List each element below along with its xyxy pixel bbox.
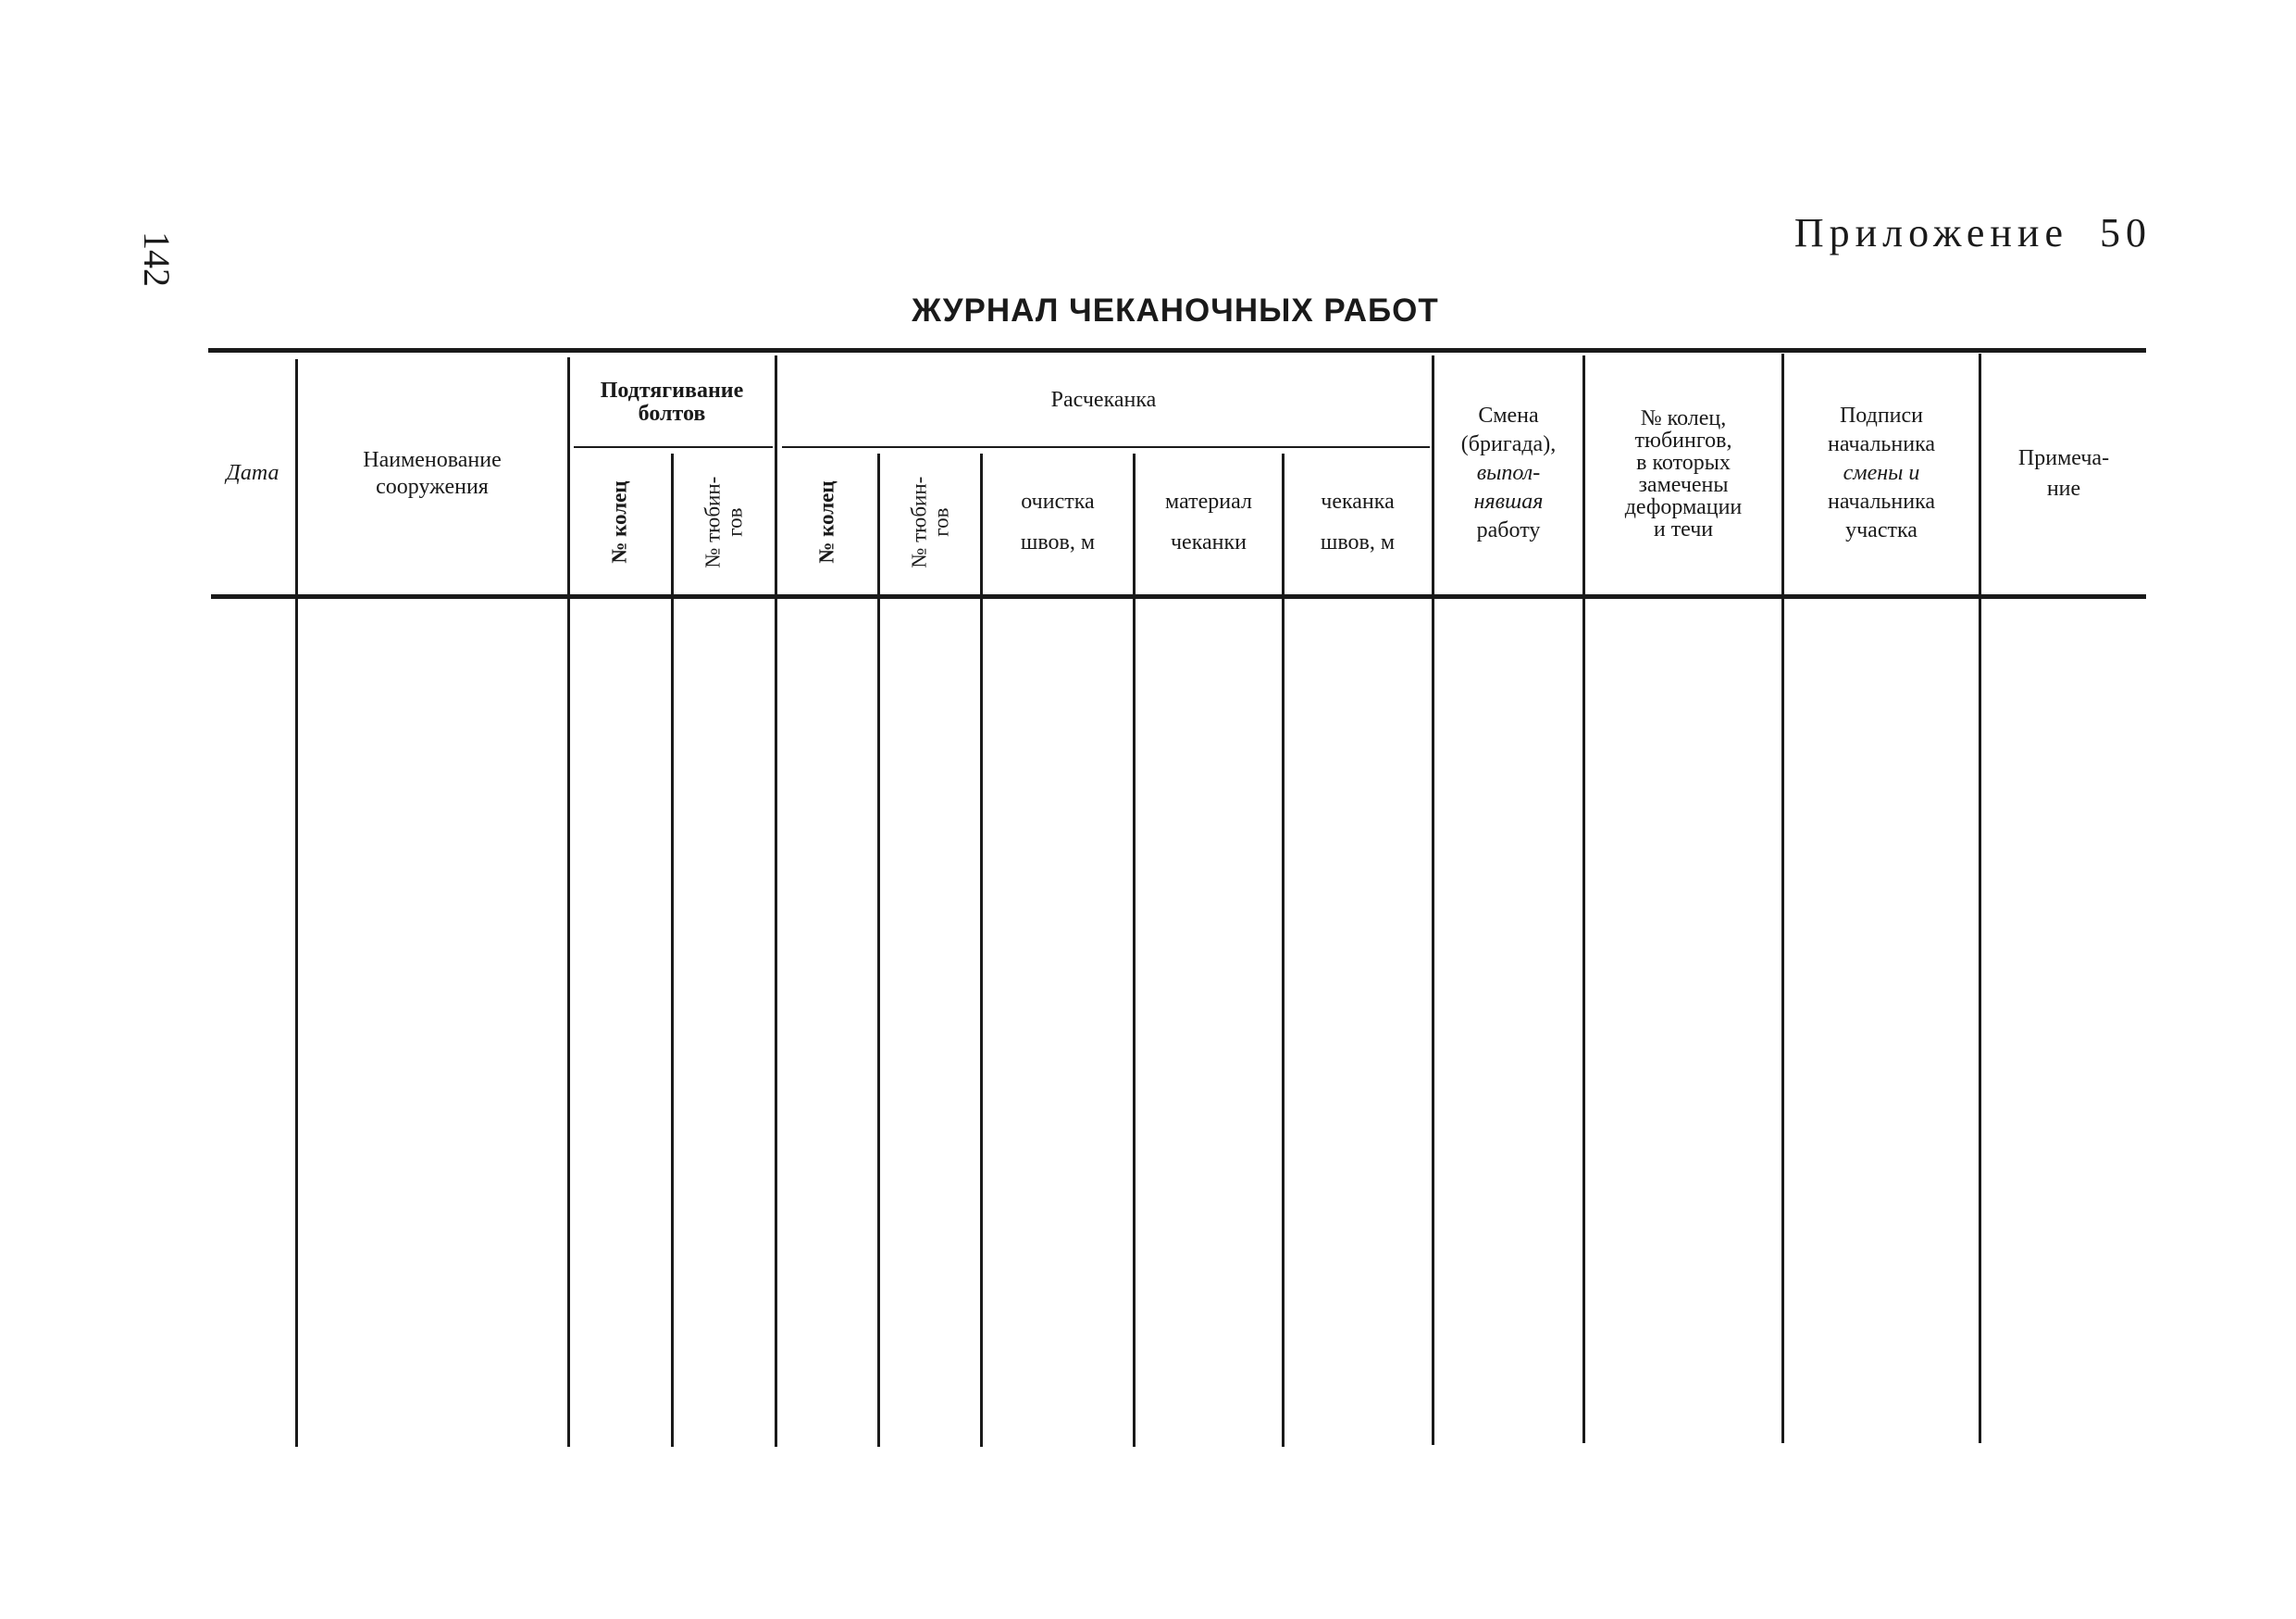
header-seam-cleaning: очистка швов, м [1020,489,1096,554]
header-shift: Смена (бригада), выпол- нявшая работу [1460,403,1557,543]
page-number: 142 [136,231,179,287]
bolt-group-divider [574,446,773,448]
header-signatures: Подписи начальника смены и начальника участка [1827,403,1936,543]
header-seam-caulking: чеканка швов, м [1320,489,1396,554]
header-recaulk-ring-no: № колец [814,480,838,564]
document-title: ЖУРНАЛ ЧЕКАНОЧНЫХ РАБОТ [912,293,1439,329]
table-body [211,599,2146,1447]
header-note: Примеча- ние [2017,446,2110,501]
appendix-number: 50 [2100,210,2152,255]
header-rings-deformations: № колец, тюбингов, в которых замечены деформации и течи [1624,405,1743,542]
recaulk-group-divider [782,446,1430,448]
header-structure-name: Наименование сооружения [363,447,502,499]
header-bolt-ring-no: № колец [607,480,631,564]
header-recaulking: Расчеканка [1050,387,1157,412]
header-bolt-tubing-no: № тюбин- гов [700,476,746,568]
header-bolt-tightening: Подтягивание болтов [600,378,744,426]
header-date: Дата [226,461,279,486]
header-recaulk-tubing-no: № тюбин- гов [906,476,952,568]
header-caulking-material: материал чеканки [1165,489,1252,554]
appendix-label: Приложение 50 [1793,210,2152,255]
